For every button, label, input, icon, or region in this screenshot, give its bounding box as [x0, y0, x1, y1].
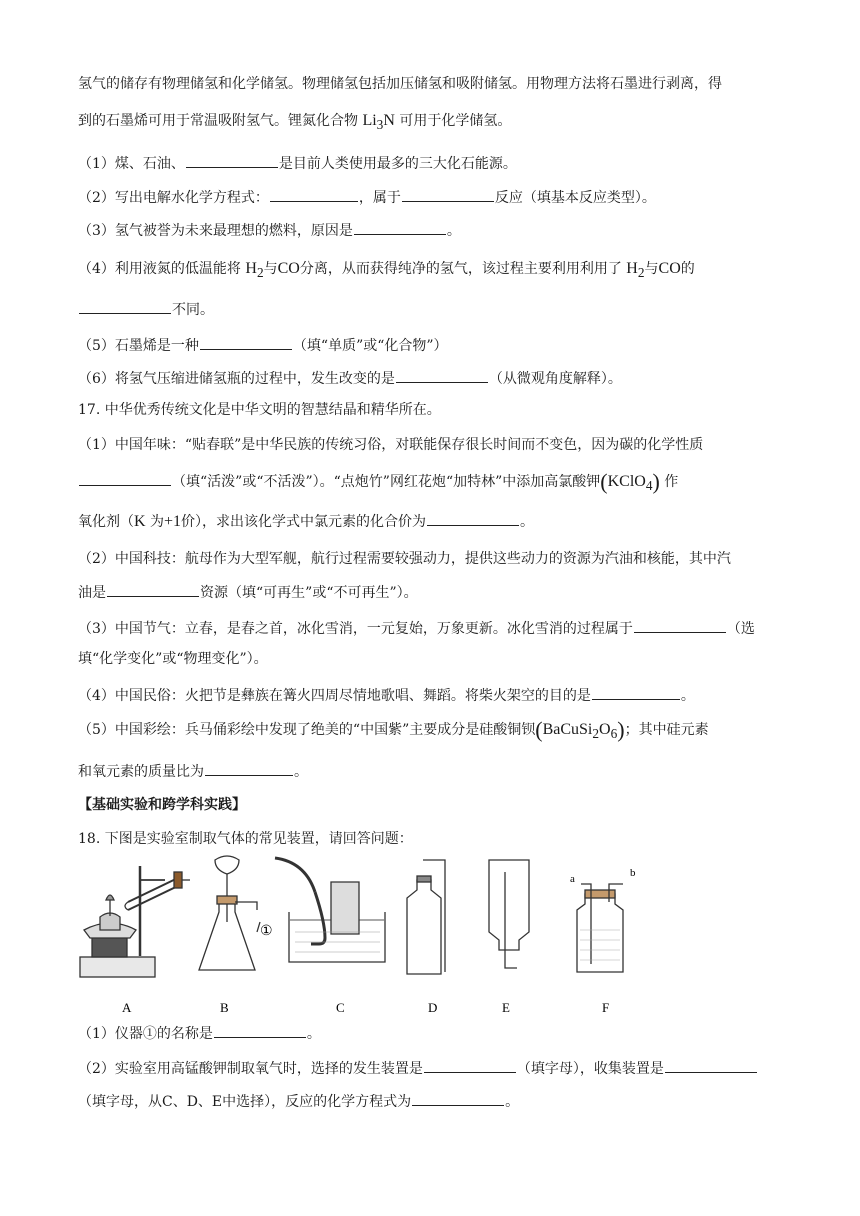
co-formula: CO: [277, 260, 300, 277]
answer-blank[interactable]: [79, 298, 171, 314]
answer-blank[interactable]: [205, 760, 293, 776]
intro-text-end: 可用于化学储氢。: [399, 113, 512, 129]
label-d: D: [428, 1000, 438, 1015]
answer-blank[interactable]: [412, 1090, 504, 1106]
section-heading: 【基础实验和跨学科实践】: [78, 797, 246, 813]
q17-part-2-line-2: 油是 资源（填“可再生”或“不可再生”）。: [78, 581, 418, 603]
q16-part-4-line-1: （4）利用液氮的低温能将 $H_2$与CO分离，从而获得纯净的氢气，该过程主要利用利用了 $H_2$与CO的: [78, 260, 695, 281]
apparatus-f: [577, 884, 623, 972]
co-formula: CO: [658, 260, 681, 277]
apparatus-b: [199, 856, 260, 970]
bacusi2o6-formula: $BaCuSi_2O_6$: [542, 721, 618, 742]
li3n-formula: $Li_3N$: [362, 112, 395, 133]
q16-part-6: （6）将氢气压缩进储氢瓶的过程中，发生改变的是 （从微观角度解释）。: [78, 367, 622, 389]
answer-blank[interactable]: [354, 219, 446, 235]
marker-1: ①: [260, 924, 273, 939]
q17-part-2-line-1: （2）中国科技：航母作为大型军舰，航行过程需要较强动力，提供这些动力的资源为汽油和核能，其中汽: [78, 551, 731, 567]
q17-stem: 17. 中华优秀传统文化是中华文明的智慧结晶和精华所在。: [78, 402, 441, 418]
q16-part-2: （2）写出电解水化学方程式： ，属于 反应（填基本反应类型）。: [78, 186, 656, 208]
q17-part-3-line-2: 填“化学变化”或“物理变化”）。: [78, 651, 268, 667]
marker-a: a: [570, 873, 575, 885]
answer-blank[interactable]: [634, 617, 726, 633]
label-b: B: [220, 1000, 229, 1015]
answer-blank[interactable]: [214, 1022, 306, 1038]
q17-part-1-line-3: 氧化剂（K 为+1价），求出该化学式中氯元素的化合价为 。: [78, 510, 534, 532]
answer-blank[interactable]: [186, 152, 278, 168]
intro-line-1: 氢气的储存有物理储氢和化学储氢。物理储氢包括加压储氢和吸附储氢。用物理方法将石墨进行剥离，得: [78, 76, 722, 92]
k-symbol: K: [134, 513, 146, 530]
answer-blank[interactable]: [427, 510, 519, 526]
apparatus-figure: [70, 852, 790, 1022]
kclo4-formula: KClO$_4$: [607, 473, 653, 494]
answer-blank[interactable]: [424, 1057, 516, 1073]
answer-blank[interactable]: [402, 186, 494, 202]
q16-part-5: （5）石墨烯是一种 （填“单质”或“化合物”）: [78, 334, 448, 356]
label-a: A: [122, 1000, 132, 1015]
answer-blank[interactable]: [665, 1057, 757, 1073]
answer-blank[interactable]: [592, 684, 680, 700]
q18-part-1: （1）仪器①的名称是 。: [78, 1022, 321, 1044]
q18-part-2-line-2: （填字母，从C、D、E中选择），反应的化学方程式为 。: [78, 1090, 519, 1112]
h2-formula: $H_2$: [626, 260, 645, 281]
answer-blank[interactable]: [107, 581, 199, 597]
apparatus-e: [489, 860, 529, 968]
apparatus-d: [407, 860, 445, 974]
k-valence: +1: [164, 513, 182, 530]
q16-part-4-line-2: 不同。: [78, 298, 214, 320]
label-c: C: [336, 1000, 345, 1015]
q17-part-3-line-1: （3）中国节气：立春，是春之首，冰化雪消，一元复始，万象更新。冰化雪消的过程属于 （选: [78, 617, 755, 639]
q17-part-1-line-2: （填“活泼”或“不活泼”）。“点炮竹”网红花炮“加特林”中添加高氯酸钾(KClO$_4$) 作: [78, 470, 678, 496]
answer-blank[interactable]: [79, 470, 171, 486]
label-e: E: [502, 1000, 510, 1015]
apparatus-c: [275, 858, 385, 962]
q16-part-3: （3）氢气被誉为未来最理想的燃料，原因是 。: [78, 219, 461, 241]
q17-part-5-line-1: （5）中国彩绘：兵马俑彩绘中发现了绝美的“中国紫”主要成分是硅酸铜钡$(BaCuSi_2O_6)$；其中硅元素: [78, 717, 709, 742]
q17-part-4: （4）中国民俗：火把节是彝族在篝火四周尽情地歌唱、舞蹈。将柴火架空的目的是 。: [78, 684, 695, 706]
q18-stem: 18. 下图是实验室制取气体的常见装置，请回答问题：: [78, 831, 413, 847]
q16-part-1: （1）煤、石油、 是目前人类使用最多的三大化石能源。: [78, 152, 517, 174]
intro-text: 到的石墨烯可用于常温吸附氢气。锂氮化合物: [78, 113, 358, 129]
q17-part-5-line-2: 和氧元素的质量比为 。: [78, 760, 308, 782]
answer-blank[interactable]: [396, 367, 488, 383]
label-f: F: [602, 1000, 610, 1015]
answer-blank[interactable]: [270, 186, 358, 202]
q17-part-1-line-1: （1）中国年味：“贴春联”是中华民族的传统习俗，对联能保存很长时间而不变色，因为碳的化学性质: [78, 437, 704, 453]
apparatus-a: [80, 866, 190, 977]
h2-formula: $H_2$: [245, 260, 264, 281]
answer-blank[interactable]: [200, 334, 292, 350]
marker-b: b: [630, 867, 636, 879]
intro-line-2: [78, 111, 511, 135]
q18-part-2-line-1: （2）实验室用高锰酸钾制取氧气时，选择的发生装置是 （填字母），收集装置是: [78, 1057, 758, 1079]
